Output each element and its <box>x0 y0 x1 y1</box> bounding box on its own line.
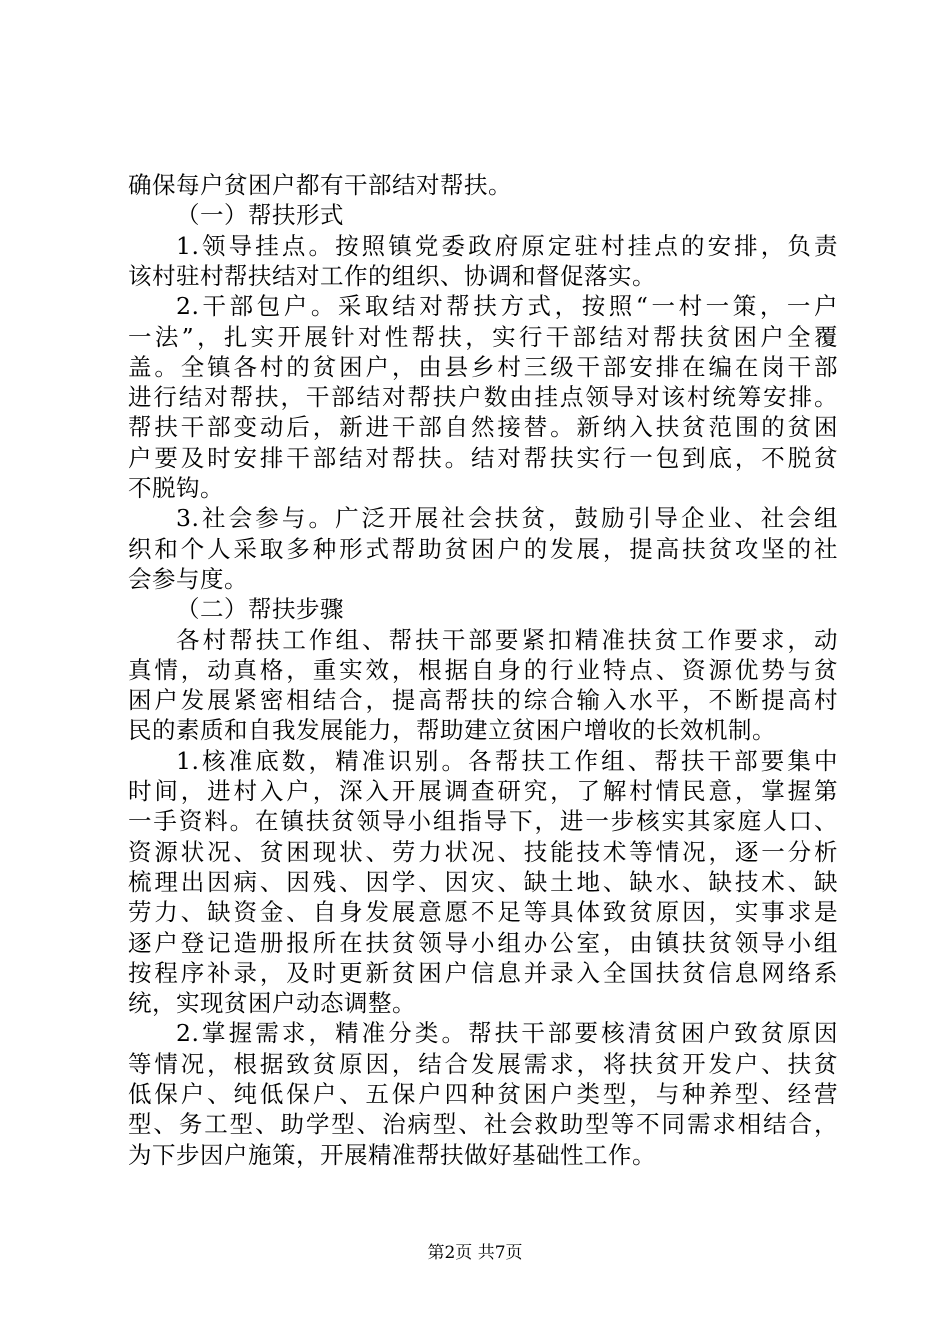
text-line: 户要及时安排干部结对帮扶。结对帮扶实行一包到底，不脱贫 <box>128 443 838 472</box>
text-line: 为下步因户施策，开展精准帮扶做好基础性工作。 <box>128 1140 656 1169</box>
section-heading: （二）帮扶步骤 <box>176 595 344 624</box>
text-line: 逐户登记造册报所在扶贫领导小组办公室，由镇扶贫领导小组 <box>128 928 838 957</box>
text-line: 劳力、缺资金、自身发展意愿不足等具体致贫原因，实事求是 <box>128 898 838 927</box>
text-line: 帮扶干部变动后，新进干部自然接替。新纳入扶贫范围的贫困 <box>128 413 838 442</box>
text-line: 盖。全镇各村的贫困户，由县乡村三级干部安排在编在岗干部 <box>128 352 838 381</box>
text-line: 困户发展紧密相结合，提高帮扶的综合输入水平，不断提高村 <box>128 686 838 715</box>
text-line: 梳理出因病、因残、因学、因灾、缺土地、缺水、缺技术、缺 <box>128 867 838 896</box>
text-line: 按程序补录，及时更新贫困户信息并录入全国扶贫信息网络系 <box>128 958 838 987</box>
text-line: 资源状况、贫困现状、劳力状况、技能技术等情况，逐一分析 <box>128 837 838 866</box>
text-line: 时间，进村入户，深入开展调查研究，了解村情民意，掌握第 <box>128 777 838 805</box>
page-number-footer: 第2页 共7页 <box>427 1243 523 1263</box>
text-line: 等情况，根据致贫原因，结合发展需求，将扶贫开发户、扶贫 <box>128 1049 838 1078</box>
text-line: 民的素质和自我发展能力，帮助建立贫困户增收的长效机制。 <box>128 716 776 745</box>
text-line: 1.领导挂点。按照镇党委政府原定驻村挂点的安排，负责 <box>176 231 838 260</box>
text-line: 确保每户贫困户都有干部结对帮扶。 <box>128 171 512 199</box>
text-line: 真情，动真格，重实效，根据自身的行业特点、资源优势与贫 <box>128 655 838 684</box>
text-line: 型、务工型、助学型、治病型、社会救助型等不同需求相结合， <box>128 1110 838 1139</box>
text-line: 统，实现贫困户动态调整。 <box>128 989 416 1018</box>
text-line: 一手资料。在镇扶贫领导小组指导下，进一步核实其家庭人口、 <box>128 807 838 836</box>
text-line: 2.干部包户。采取结对帮扶方式，按照“一村一策，一户 <box>176 292 838 321</box>
text-line: 3.社会参与。广泛开展社会扶贫，鼓励引导企业、社会组 <box>176 504 838 533</box>
text-line: 一法”，扎实开展针对性帮扶，实行干部结对帮扶贫困户全覆 <box>128 322 838 351</box>
text-line: 会参与度。 <box>128 564 248 593</box>
text-line: 不脱钩。 <box>128 474 224 502</box>
text-line: 该村驻村帮扶结对工作的组织、协调和督促落实。 <box>128 261 656 290</box>
text-line: 低保户、纯低保户、五保户四种贫困户类型，与种养型、经营 <box>128 1080 838 1108</box>
text-line: 织和个人采取多种形式帮助贫困户的发展，提高扶贫攻坚的社 <box>128 534 838 563</box>
text-line: 2.掌握需求，精准分类。帮扶干部要核清贫困户致贫原因 <box>176 1019 838 1048</box>
text-line: 各村帮扶工作组、帮扶干部要紧扣精准扶贫工作要求，动 <box>176 625 838 654</box>
section-heading: （一）帮扶形式 <box>176 201 344 230</box>
text-line: 进行结对帮扶，干部结对帮扶户数由挂点领导对该村统筹安排。 <box>128 383 838 412</box>
text-line: 1.核准底数，精准识别。各帮扶工作组、帮扶干部要集中 <box>176 746 838 775</box>
